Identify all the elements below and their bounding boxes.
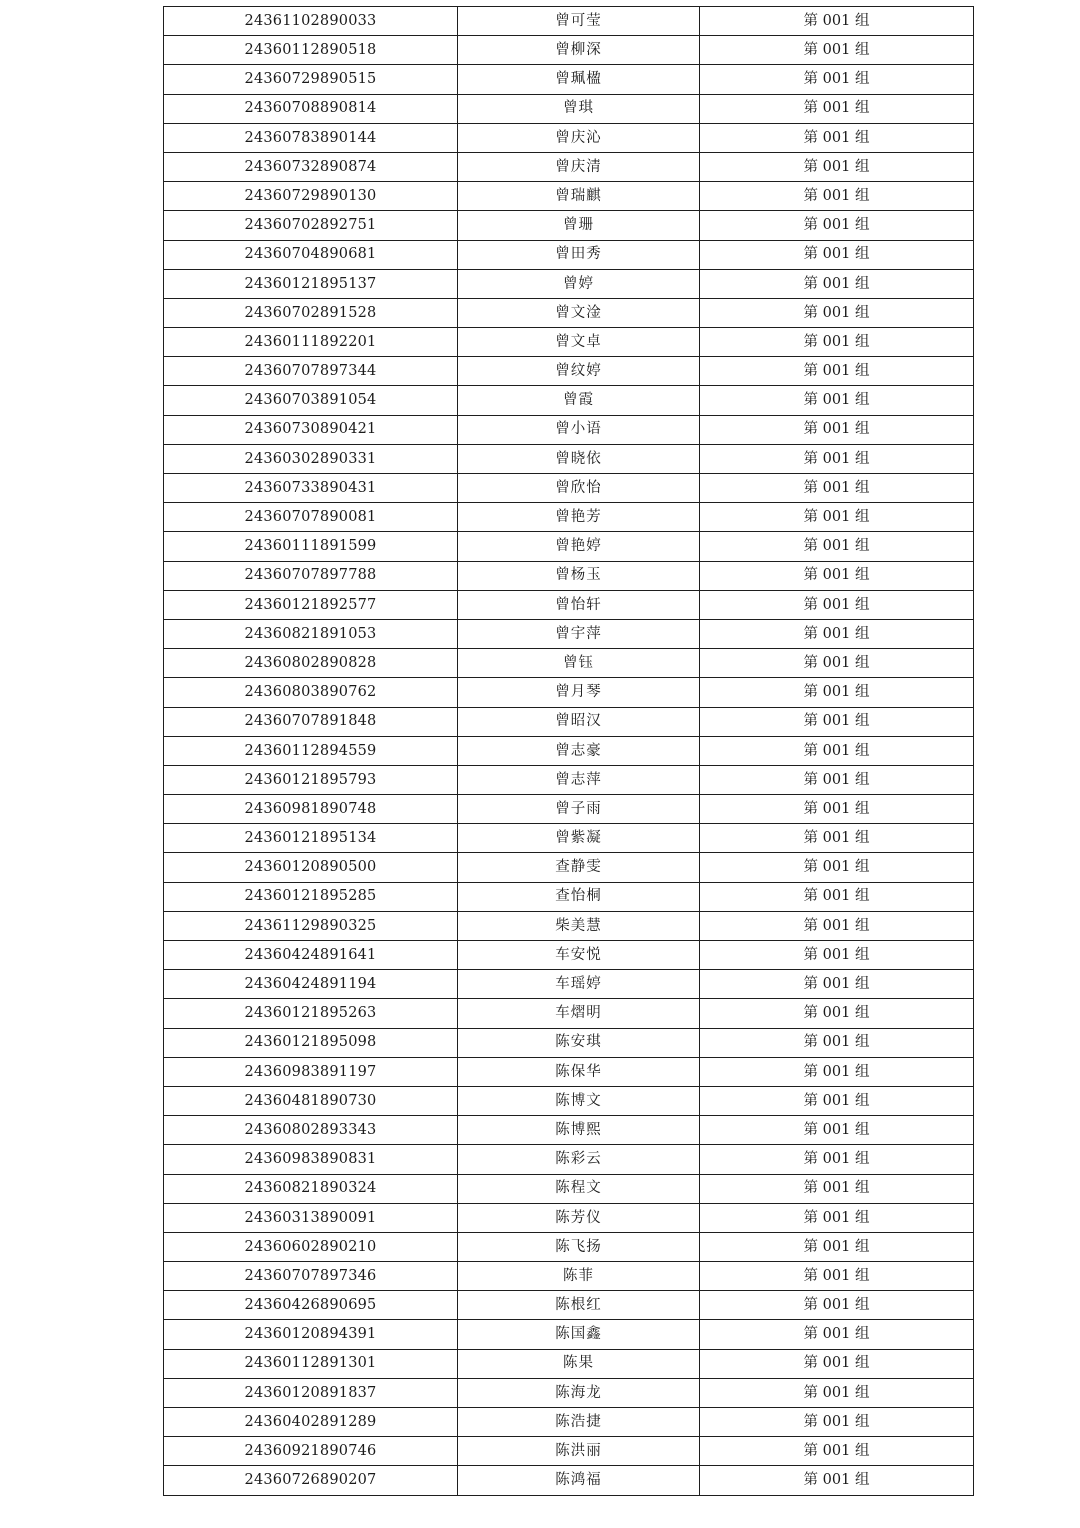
- group-cell: 第 001 组: [700, 1174, 974, 1203]
- candidate-number-cell: 24360732890874: [164, 152, 458, 181]
- table-row: [164, 1408, 974, 1437]
- candidate-name-cell: 曾怡轩: [458, 590, 700, 619]
- group-cell: 第 001 组: [700, 532, 974, 561]
- candidate-number-cell: 24360121895098: [164, 1028, 458, 1057]
- candidate-number-cell: 24360302890331: [164, 444, 458, 473]
- candidate-name-cell: 曾子雨: [458, 795, 700, 824]
- candidate-name-cell: 陈国鑫: [458, 1320, 700, 1349]
- roster-table-body: [164, 7, 974, 1496]
- group-cell: 第 001 组: [700, 1437, 974, 1466]
- candidate-name-cell: 曾霞: [458, 386, 700, 415]
- candidate-name-cell: 陈程文: [458, 1174, 700, 1203]
- table-row: [164, 736, 974, 765]
- table-row: [164, 853, 974, 882]
- candidate-name-cell: 曾月琴: [458, 678, 700, 707]
- candidate-name-cell: 曾纹婷: [458, 357, 700, 386]
- candidate-number-cell: 24360121895285: [164, 882, 458, 911]
- candidate-number-cell: 24360729890130: [164, 182, 458, 211]
- candidate-name-cell: 车安悦: [458, 941, 700, 970]
- candidate-name-cell: 曾田秀: [458, 240, 700, 269]
- group-cell: 第 001 组: [700, 1408, 974, 1437]
- group-cell: 第 001 组: [700, 853, 974, 882]
- candidate-number-cell: 24360707897788: [164, 561, 458, 590]
- group-cell: 第 001 组: [700, 678, 974, 707]
- group-cell: 第 001 组: [700, 911, 974, 940]
- candidate-name-cell: 陈菲: [458, 1262, 700, 1291]
- group-cell: 第 001 组: [700, 36, 974, 65]
- table-row: [164, 474, 974, 503]
- candidate-name-cell: 陈海龙: [458, 1378, 700, 1407]
- group-cell: 第 001 组: [700, 444, 974, 473]
- group-cell: 第 001 组: [700, 1057, 974, 1086]
- group-cell: 第 001 组: [700, 94, 974, 123]
- group-cell: 第 001 组: [700, 503, 974, 532]
- group-cell: 第 001 组: [700, 1232, 974, 1261]
- candidate-name-cell: 陈彩云: [458, 1145, 700, 1174]
- table-row: [164, 1378, 974, 1407]
- group-cell: 第 001 组: [700, 619, 974, 648]
- group-cell: 第 001 组: [700, 882, 974, 911]
- candidate-number-cell: 24360426890695: [164, 1291, 458, 1320]
- table-row: [164, 298, 974, 327]
- candidate-number-cell: 24360707891848: [164, 707, 458, 736]
- group-cell: 第 001 组: [700, 1349, 974, 1378]
- candidate-name-cell: 查怡桐: [458, 882, 700, 911]
- candidate-name-cell: 陈浩捷: [458, 1408, 700, 1437]
- table-row: [164, 36, 974, 65]
- candidate-number-cell: 24360726890207: [164, 1466, 458, 1495]
- candidate-name-cell: 曾柳深: [458, 36, 700, 65]
- group-cell: 第 001 组: [700, 941, 974, 970]
- candidate-number-cell: 24360121895134: [164, 824, 458, 853]
- group-cell: 第 001 组: [700, 1203, 974, 1232]
- group-cell: 第 001 组: [700, 328, 974, 357]
- group-cell: 第 001 组: [700, 298, 974, 327]
- table-row: [164, 7, 974, 36]
- candidate-number-cell: 24360121895793: [164, 765, 458, 794]
- table-row: [164, 1291, 974, 1320]
- candidate-name-cell: 曾艳婷: [458, 532, 700, 561]
- table-row: [164, 882, 974, 911]
- roster-table: [163, 6, 974, 1496]
- table-row: [164, 328, 974, 357]
- candidate-number-cell: 24360983891197: [164, 1057, 458, 1086]
- group-cell: 第 001 组: [700, 824, 974, 853]
- table-row: [164, 1116, 974, 1145]
- table-row: [164, 1349, 974, 1378]
- candidate-number-cell: 24360602890210: [164, 1232, 458, 1261]
- group-cell: 第 001 组: [700, 474, 974, 503]
- candidate-name-cell: 曾珊: [458, 211, 700, 240]
- candidate-number-cell: 24360733890431: [164, 474, 458, 503]
- candidate-name-cell: 车熠明: [458, 999, 700, 1028]
- group-cell: 第 001 组: [700, 123, 974, 152]
- candidate-number-cell: 24360729890515: [164, 65, 458, 94]
- candidate-number-cell: 24361129890325: [164, 911, 458, 940]
- candidate-name-cell: 曾宇萍: [458, 619, 700, 648]
- table-row: [164, 1232, 974, 1261]
- table-row: [164, 1320, 974, 1349]
- table-row: [164, 503, 974, 532]
- group-cell: 第 001 组: [700, 736, 974, 765]
- candidate-name-cell: 陈芳仪: [458, 1203, 700, 1232]
- candidate-name-cell: 曾钰: [458, 649, 700, 678]
- candidate-name-cell: 陈鸿福: [458, 1466, 700, 1495]
- candidate-name-cell: 曾瑞麒: [458, 182, 700, 211]
- table-row: [164, 182, 974, 211]
- table-row: [164, 1057, 974, 1086]
- table-row: [164, 1466, 974, 1495]
- candidate-number-cell: 24360803890762: [164, 678, 458, 707]
- candidate-number-cell: 24360120891837: [164, 1378, 458, 1407]
- candidate-number-cell: 24360707897346: [164, 1262, 458, 1291]
- group-cell: 第 001 组: [700, 795, 974, 824]
- candidate-number-cell: 24360120894391: [164, 1320, 458, 1349]
- candidate-name-cell: 曾志萍: [458, 765, 700, 794]
- table-row: [164, 619, 974, 648]
- candidate-number-cell: 24360402891289: [164, 1408, 458, 1437]
- candidate-number-cell: 24360120890500: [164, 853, 458, 882]
- group-cell: 第 001 组: [700, 65, 974, 94]
- group-cell: 第 001 组: [700, 1320, 974, 1349]
- candidate-number-cell: 24360802890828: [164, 649, 458, 678]
- candidate-name-cell: 曾昭汉: [458, 707, 700, 736]
- table-row: [164, 1086, 974, 1115]
- candidate-number-cell: 24360983890831: [164, 1145, 458, 1174]
- table-row: [164, 357, 974, 386]
- candidate-name-cell: 查静雯: [458, 853, 700, 882]
- table-row: [164, 561, 974, 590]
- table-row: [164, 941, 974, 970]
- table-row: [164, 65, 974, 94]
- table-row: [164, 765, 974, 794]
- group-cell: 第 001 组: [700, 7, 974, 36]
- table-row: [164, 123, 974, 152]
- candidate-number-cell: 24360802893343: [164, 1116, 458, 1145]
- candidate-number-cell: 24360112891301: [164, 1349, 458, 1378]
- table-row: [164, 1262, 974, 1291]
- table-row: [164, 386, 974, 415]
- group-cell: 第 001 组: [700, 357, 974, 386]
- candidate-number-cell: 24360821891053: [164, 619, 458, 648]
- group-cell: 第 001 组: [700, 182, 974, 211]
- candidate-number-cell: 24360730890421: [164, 415, 458, 444]
- candidate-name-cell: 曾志豪: [458, 736, 700, 765]
- candidate-number-cell: 24360704890681: [164, 240, 458, 269]
- table-row: [164, 707, 974, 736]
- candidate-name-cell: 陈安琪: [458, 1028, 700, 1057]
- candidate-number-cell: 24360121895137: [164, 269, 458, 298]
- candidate-name-cell: 陈飞扬: [458, 1232, 700, 1261]
- candidate-number-cell: 24360111891599: [164, 532, 458, 561]
- group-cell: 第 001 组: [700, 386, 974, 415]
- table-row: [164, 94, 974, 123]
- table-row: [164, 795, 974, 824]
- candidate-name-cell: 曾文卓: [458, 328, 700, 357]
- group-cell: 第 001 组: [700, 590, 974, 619]
- candidate-number-cell: 24360121895263: [164, 999, 458, 1028]
- candidate-name-cell: 曾可莹: [458, 7, 700, 36]
- group-cell: 第 001 组: [700, 240, 974, 269]
- table-row: [164, 1203, 974, 1232]
- group-cell: 第 001 组: [700, 765, 974, 794]
- group-cell: 第 001 组: [700, 211, 974, 240]
- candidate-number-cell: 24360703891054: [164, 386, 458, 415]
- candidate-name-cell: 陈果: [458, 1349, 700, 1378]
- candidate-name-cell: 曾艳芳: [458, 503, 700, 532]
- candidate-number-cell: 24360921890746: [164, 1437, 458, 1466]
- table-row: [164, 678, 974, 707]
- candidate-name-cell: 陈洪丽: [458, 1437, 700, 1466]
- candidate-name-cell: 曾紫凝: [458, 824, 700, 853]
- candidate-number-cell: 24360702892751: [164, 211, 458, 240]
- candidate-name-cell: 柴美慧: [458, 911, 700, 940]
- candidate-name-cell: 陈博熙: [458, 1116, 700, 1145]
- table-row: [164, 999, 974, 1028]
- group-cell: 第 001 组: [700, 999, 974, 1028]
- table-row: [164, 269, 974, 298]
- table-row: [164, 532, 974, 561]
- group-cell: 第 001 组: [700, 561, 974, 590]
- table-row: [164, 1145, 974, 1174]
- group-cell: 第 001 组: [700, 707, 974, 736]
- candidate-number-cell: 24360121892577: [164, 590, 458, 619]
- candidate-number-cell: 24360481890730: [164, 1086, 458, 1115]
- table-row: [164, 1028, 974, 1057]
- group-cell: 第 001 组: [700, 1378, 974, 1407]
- group-cell: 第 001 组: [700, 970, 974, 999]
- candidate-name-cell: 曾庆沁: [458, 123, 700, 152]
- table-row: [164, 1174, 974, 1203]
- table-row: [164, 211, 974, 240]
- candidate-name-cell: 曾小语: [458, 415, 700, 444]
- candidate-number-cell: 24360424891641: [164, 941, 458, 970]
- group-cell: 第 001 组: [700, 415, 974, 444]
- candidate-number-cell: 24361102890033: [164, 7, 458, 36]
- candidate-number-cell: 24360111892201: [164, 328, 458, 357]
- candidate-number-cell: 24360707897344: [164, 357, 458, 386]
- table-row: [164, 824, 974, 853]
- candidate-name-cell: 曾欣怡: [458, 474, 700, 503]
- table-row: [164, 152, 974, 181]
- candidate-number-cell: 24360112890518: [164, 36, 458, 65]
- candidate-name-cell: 曾婷: [458, 269, 700, 298]
- group-cell: 第 001 组: [700, 1028, 974, 1057]
- table-row: [164, 590, 974, 619]
- group-cell: 第 001 组: [700, 1086, 974, 1115]
- table-row: [164, 649, 974, 678]
- group-cell: 第 001 组: [700, 1116, 974, 1145]
- candidate-number-cell: 24360707890081: [164, 503, 458, 532]
- candidate-name-cell: 曾文淦: [458, 298, 700, 327]
- group-cell: 第 001 组: [700, 269, 974, 298]
- candidate-name-cell: 陈保华: [458, 1057, 700, 1086]
- candidate-name-cell: 陈博文: [458, 1086, 700, 1115]
- table-row: [164, 444, 974, 473]
- table-row: [164, 240, 974, 269]
- candidate-number-cell: 24360783890144: [164, 123, 458, 152]
- candidate-number-cell: 24360708890814: [164, 94, 458, 123]
- group-cell: 第 001 组: [700, 152, 974, 181]
- candidate-name-cell: 曾庆清: [458, 152, 700, 181]
- table-row: [164, 1437, 974, 1466]
- candidate-number-cell: 24360424891194: [164, 970, 458, 999]
- candidate-number-cell: 24360313890091: [164, 1203, 458, 1232]
- candidate-name-cell: 曾琪: [458, 94, 700, 123]
- candidate-number-cell: 24360112894559: [164, 736, 458, 765]
- group-cell: 第 001 组: [700, 1291, 974, 1320]
- table-row: [164, 911, 974, 940]
- candidate-name-cell: 陈根红: [458, 1291, 700, 1320]
- candidate-name-cell: 曾晓依: [458, 444, 700, 473]
- table-row: [164, 970, 974, 999]
- group-cell: 第 001 组: [700, 1262, 974, 1291]
- table-row: [164, 415, 974, 444]
- candidate-number-cell: 24360821890324: [164, 1174, 458, 1203]
- group-cell: 第 001 组: [700, 649, 974, 678]
- candidate-name-cell: 曾杨玉: [458, 561, 700, 590]
- candidate-name-cell: 车瑶婷: [458, 970, 700, 999]
- candidate-number-cell: 24360981890748: [164, 795, 458, 824]
- group-cell: 第 001 组: [700, 1466, 974, 1495]
- candidate-number-cell: 24360702891528: [164, 298, 458, 327]
- group-cell: 第 001 组: [700, 1145, 974, 1174]
- candidate-name-cell: 曾珮楹: [458, 65, 700, 94]
